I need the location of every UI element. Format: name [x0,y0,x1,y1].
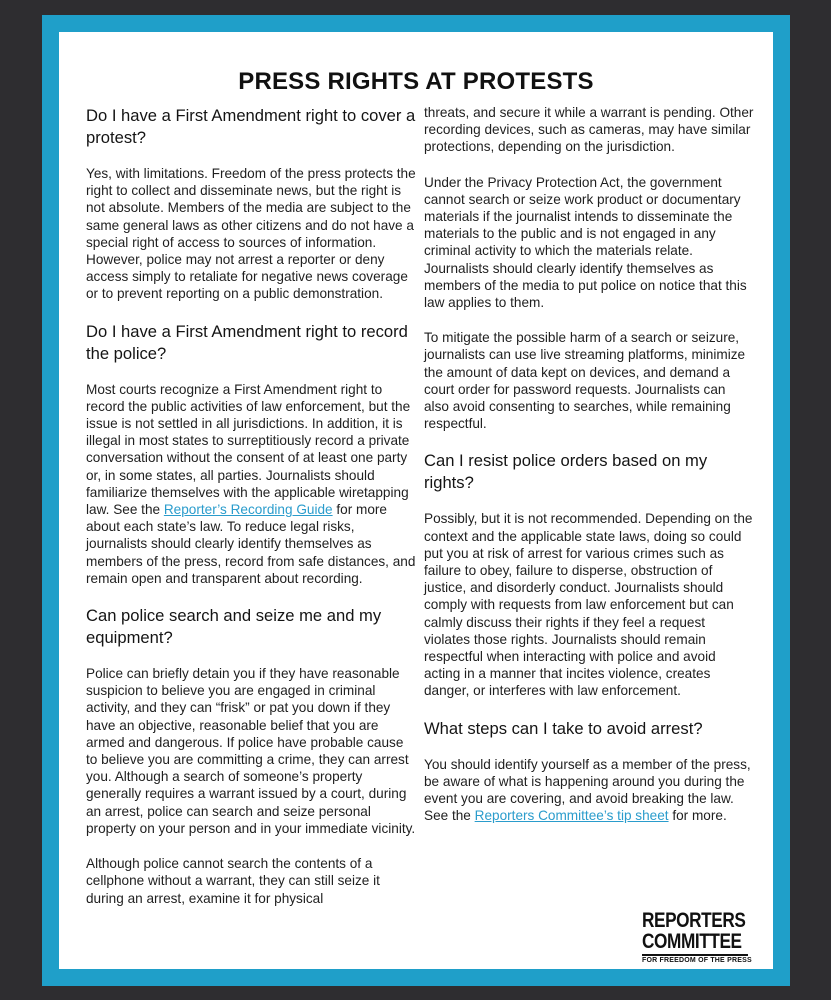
answer-resist-orders: Possibly, but it is not recommended. Depending on the context and the applicable state laws, doing so could put you at risk of arrest for various crimes such as failure to obey, failure to disperse, obstruction of justice, and disorderly conduct. Journalists should comply with requests from law enforcement but can calmly discuss their rights if they feel a request violates those rights. Journalists should remain respectful when interacting with police and avoid acting in a manner that incites violence, creates danger, or interferes with law enforcement. [424,511,753,699]
page-title: PRESS RIGHTS AT PROTESTS [238,68,594,95]
tip-sheet-link[interactable]: Reporters Committee’s tip sheet [474,808,669,824]
document-sheet [59,32,773,969]
question-record-police: Do I have a First Amendment right to record the police? [86,321,408,363]
answer-search-seize-continued: threats, and secure it while a warrant is pending. Other recording devices, such as cameras, may have similar protections, depending on the jurisdiction. [424,105,754,155]
answer-avoid-arrest-text-1: You should identify yourself as a member of the press, be aware of what is happening around you during the event you are covering, and avoid breaking the law. See the [424,756,751,824]
answer-record-police-text-2: for more about each state’s law. To reduce legal risks, journalists should clearly identify themselves as members of the press, record from safe distances, and remain open and transparent about recording. [86,502,416,586]
answer-search-seize: Police can briefly detain you if they have reasonable suspicion to believe you are engaged in criminal activity, and they can “frisk” or pat you down if they have an objective, reasonable belief that you are armed and dangerous. If police have probable cause to believe you are committing a crime, they can arrest you. Although a search of someone’s property generally requires a warrant issued by a court, during an arrest, police can search and seize personal property on your person and in your immediate vicinity. [86,666,416,836]
answer-record-police [86,381,416,587]
answer-search-seize-cellphone: Although police cannot search the contents of a cellphone without a warrant, they can still seize it during an arrest, examine it for physical [86,856,380,906]
answer-avoid-arrest [424,756,754,825]
left-column [86,105,416,925]
question-avoid-arrest: What steps can I take to avoid arrest? [424,718,703,738]
page-frame [42,15,790,986]
answer-avoid-arrest-text-2: for more. [668,808,727,824]
reporters-committee-logo [642,909,752,964]
question-search-seize: Can police search and seize me and my equipment? [86,606,382,648]
question-first-amendment-cover: Do I have a First Amendment right to cover a protest? [86,106,416,147]
answer-first-amendment-cover: Yes, with limitations. Freedom of the press protects the right to collect and disseminate news, but the right is not absolute. Members of the media are subject to the same general laws as other citizens and do not have a special right of access to sources of information. However, police may not arrest a reporter or deny access simply to retaliate for negative news coverage or to prevent reporting on a public demonstration. [86,166,416,302]
recording-guide-link[interactable]: Reporter’s Recording Guide [163,502,333,518]
answer-mitigate-harm: To mitigate the possible harm of a search or seizure, journalists can use live streaming platforms, minimize the amount of data kept on devices, and demand a court order for password requests. Journalists can also avoid consenting to searches, while remaining respectful. [424,330,746,432]
logo-line-committee: COMMITTEE [642,930,742,953]
answer-privacy-protection-act: Under the Privacy Protection Act, the government cannot search or seize work product or documentary materials if the journalist intends to disseminate the materials to the public and is not engaged in any criminal activity to which the materials relate. Journalists should clearly identify themselves as members of the media to put police on notice that this law applies to them. [424,174,747,311]
logo-tagline: FOR FREEDOM OF THE PRESS [642,954,748,964]
logo-line-reporters: REPORTERS [642,909,746,932]
answer-record-police-text-1: Most courts recognize a First Amendment right to record the public activities of law enforcement, but the issue is not settled in all jurisdictions. In addition, it is illegal in most states to surreptitiously record a private conversation without the consent of at least one party or, in some states, all parties. Journalists should familiarize themselves with the applicable wiretapping law. See the [86,381,411,518]
right-column [424,104,754,843]
question-resist-orders: Can I resist police orders based on my rights? [424,451,708,493]
